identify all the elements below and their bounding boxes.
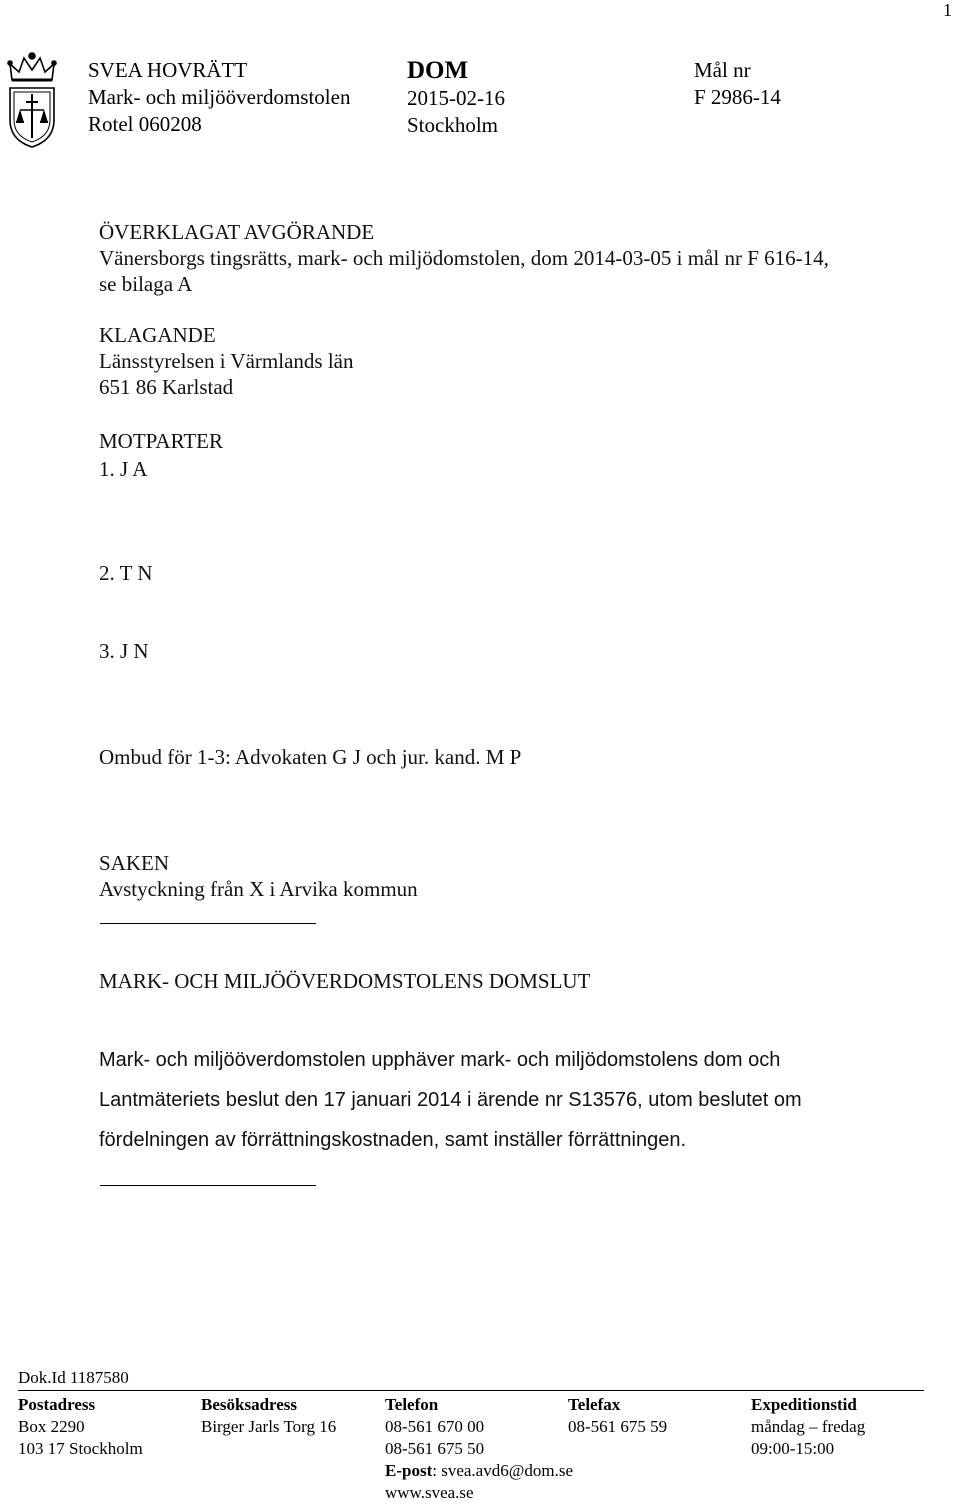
website-link[interactable]: www.svea.se xyxy=(385,1483,474,1502)
page-number: 1 xyxy=(943,0,952,20)
matter-section xyxy=(99,850,418,902)
footer-fax xyxy=(568,1394,667,1438)
footer-phone xyxy=(385,1394,573,1504)
appellant-heading: KLAGANDE xyxy=(99,323,216,347)
ruling-heading: MARK- OCH MILJÖÖVERDOMSTOLENS DOMSLUT xyxy=(99,969,591,993)
document-type: DOM xyxy=(407,57,469,84)
divider-top xyxy=(100,923,316,924)
phone-1: 08-561 670 00 xyxy=(385,1417,485,1436)
ruling-line-3: fördelningen av förrättningskostnaden, samt inställer förrättningen. xyxy=(99,1129,687,1151)
appealed-heading: ÖVERKLAGAT AVGÖRANDE xyxy=(99,220,375,244)
appealed-line-2: se bilaga A xyxy=(99,272,193,296)
visit-line-1: Birger Jarls Torg 16 xyxy=(201,1417,337,1436)
hours-time: 09:00-15:00 xyxy=(751,1439,835,1458)
appealed-section xyxy=(99,219,829,297)
counsel: Ombud för 1-3: Advokaten G J och jur. kand. M P xyxy=(99,745,522,769)
hours-days: måndag – fredag xyxy=(751,1417,866,1436)
matter-text: Avstyckning från X i Arvika kommun xyxy=(99,877,418,901)
appealed-line-1: Vänersborgs tingsrätts, mark- och miljödomstolen, dom 2014-03-05 i mål nr F 616-14, xyxy=(99,246,829,270)
fax-label: Telefax xyxy=(568,1395,621,1414)
document-id: Dok.Id 1187580 xyxy=(18,1368,129,1387)
counterparty-2: 2. T N xyxy=(99,561,153,585)
divider-bottom xyxy=(100,1185,316,1186)
counterparties-heading: MOTPARTER xyxy=(99,429,223,453)
case-label: Mål nr xyxy=(694,58,751,82)
email-value[interactable]: : svea.avd6@dom.se xyxy=(432,1461,573,1480)
court-header xyxy=(88,57,350,138)
court-unit: Rotel 060208 xyxy=(88,112,202,136)
phone-2: 08-561 675 50 xyxy=(385,1439,485,1458)
email-label: E-post xyxy=(385,1461,433,1480)
ruling-line-2: Lantmäteriets beslut den 17 januari 2014 i ärende nr S13576, utom beslutet om xyxy=(99,1089,802,1111)
appellant-address: 651 86 Karlstad xyxy=(99,375,234,399)
appellant-name: Länsstyrelsen i Värmlands län xyxy=(99,349,354,373)
footer-visit xyxy=(201,1394,336,1438)
case-number: F 2986-14 xyxy=(694,85,781,109)
matter-heading: SAKEN xyxy=(99,851,170,875)
document-place: Stockholm xyxy=(407,113,499,137)
footer-postal xyxy=(18,1394,143,1460)
court-division: Mark- och miljööverdomstolen xyxy=(88,85,351,109)
fax-number: 08-561 675 59 xyxy=(568,1417,668,1436)
court-name: SVEA HOVRÄTT xyxy=(88,58,248,82)
document-date: 2015-02-16 xyxy=(407,86,505,110)
postal-line-2: 103 17 Stockholm xyxy=(18,1439,143,1458)
document-header xyxy=(407,57,505,139)
postal-line-1: Box 2290 xyxy=(18,1417,85,1436)
case-header xyxy=(694,57,781,111)
counterparty-3: 3. J N xyxy=(99,639,149,663)
visit-label: Besöksadress xyxy=(201,1395,298,1414)
hours-label: Expeditionstid xyxy=(751,1395,857,1414)
ruling-line-1: Mark- och miljööverdomstolen upphäver mark- och miljödomstolens dom och xyxy=(99,1049,781,1071)
postal-label: Postadress xyxy=(18,1395,96,1414)
email-line xyxy=(385,1460,573,1482)
footer-hours xyxy=(751,1394,865,1460)
counterparty-1: 1. J A xyxy=(99,457,148,481)
phone-label: Telefon xyxy=(385,1395,439,1414)
court-emblem-icon xyxy=(4,50,60,148)
footer-rule xyxy=(18,1390,924,1391)
appellant-section xyxy=(99,322,353,400)
